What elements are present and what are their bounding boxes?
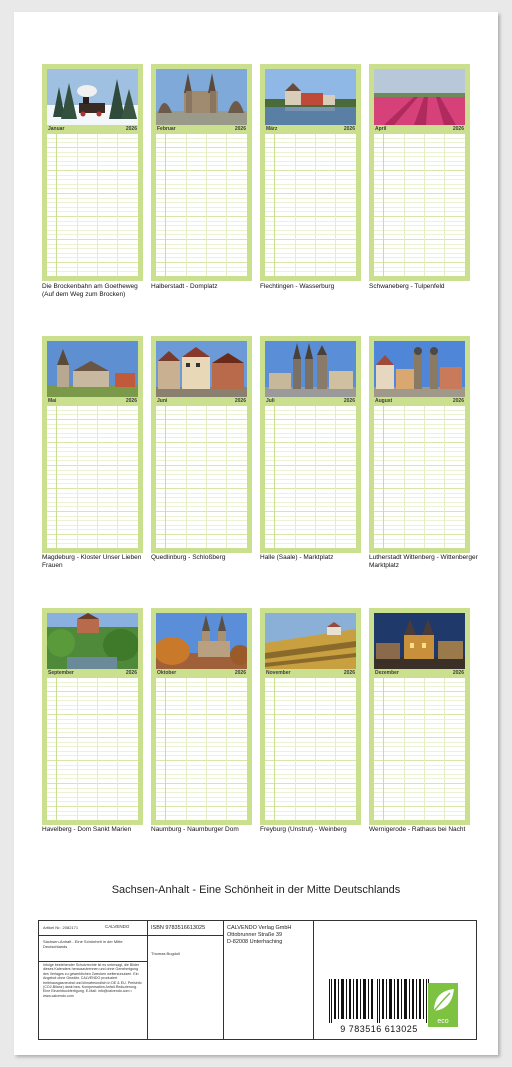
divider <box>147 921 148 1039</box>
month-header <box>47 126 138 133</box>
month-name: Dezember <box>375 670 399 676</box>
calvendo-logo: CALVENDO <box>105 924 130 929</box>
month-caption: Freyburg (Unstrut) - Weinberg <box>260 826 347 833</box>
barcode-number: 9 783516 613025 <box>340 1024 418 1034</box>
month-caption: Quedlinburg - Schloßberg <box>151 554 226 561</box>
month-card-july <box>260 336 361 553</box>
month-year: 2026 <box>234 670 246 676</box>
photo-havelberg <box>47 613 138 669</box>
day-grid <box>374 134 465 276</box>
photo-tulpenfeld <box>374 69 465 125</box>
day-grid <box>156 406 247 548</box>
divider <box>39 961 147 962</box>
month-header <box>156 670 247 677</box>
publisher-street: Ottobrunner Straße 39 <box>227 932 283 938</box>
day-grid <box>47 134 138 276</box>
calendar-slogan: Sachsen-Anhalt - Eine Schönheit in der Mitte Deutschlands <box>111 884 401 896</box>
day-grid <box>156 678 247 820</box>
day-grid <box>47 678 138 820</box>
month-year: 2026 <box>125 126 137 132</box>
legal-notice: Infolge bestehender Schutzrechte ist es untersagt, die Bilder dieses Kalenders herauszutrennen und ohne Genehmigung des Verlages zu gewerblichen Zwecken weiterzunutzen. Ein Angebot ohne Gewähr. CALVENDO produziert treibhausgasneutral und klimafreundlich in DE & EU. Preisinfo (CO2-Bilanz) dank bzw. Kompensation Anfall-Reduzierung. Eine Einzeldruckfertigung. E-Mail: info@calvendo.com • www.calvendo.com <box>43 963 142 998</box>
month-year: 2026 <box>234 126 246 132</box>
divider <box>147 935 223 936</box>
photo-naumburg <box>156 613 247 669</box>
month-name: August <box>375 398 393 404</box>
month-header <box>47 670 138 677</box>
month-caption: Magdeburg - Kloster Unser Lieben Frauen <box>42 554 142 569</box>
month-year: 2026 <box>125 670 137 676</box>
article-number: Artikel Nr.: 2082171 <box>43 925 79 930</box>
month-card-february <box>151 64 252 281</box>
month-name: Juni <box>157 398 168 404</box>
day-grid <box>47 406 138 548</box>
month-year: 2026 <box>343 126 355 132</box>
month-card-april <box>369 64 470 281</box>
month-year: 2026 <box>234 398 246 404</box>
photo-magdeburg <box>47 341 138 397</box>
month-name: Mai <box>48 398 57 404</box>
month-card-june <box>151 336 252 553</box>
month-card-december <box>369 608 470 825</box>
publisher-name: CALVENDO Verlag GmbH <box>227 925 292 931</box>
month-caption: Schwaneberg - Tulpenfeld <box>369 283 445 290</box>
month-name: Oktober <box>157 670 177 676</box>
divider <box>39 935 147 936</box>
eco-label: eco <box>437 1018 449 1025</box>
photo-brockenbahn <box>47 69 138 125</box>
month-header <box>156 398 247 405</box>
month-year: 2026 <box>125 398 137 404</box>
day-grid <box>265 406 356 548</box>
photo-wittenberg <box>374 341 465 397</box>
month-caption: Die Brockenbahn am Goetheweg (Auf dem Weg zum Brocken) <box>42 283 138 298</box>
month-caption: Naumburg - Naumburger Dom <box>151 826 239 833</box>
photo-halle <box>265 341 356 397</box>
product-title: Sachsen-Anhalt - Eine Schönheit in der Mitte Deutschlands <box>43 939 123 949</box>
month-name: April <box>375 126 387 132</box>
day-grid <box>374 406 465 548</box>
month-header <box>156 126 247 133</box>
month-name: Januar <box>48 126 65 132</box>
month-header <box>265 670 356 677</box>
month-caption: Halberstadt - Domplatz <box>151 283 218 290</box>
month-header <box>374 398 465 405</box>
month-year: 2026 <box>452 398 464 404</box>
photo-halberstadt <box>156 69 247 125</box>
photo-freyburg <box>265 613 356 669</box>
day-grid <box>265 134 356 276</box>
month-caption: Halle (Saale) - Marktplatz <box>260 554 334 561</box>
author: Thomas Bugdoll <box>151 951 180 956</box>
month-year: 2026 <box>343 670 355 676</box>
month-header <box>374 670 465 677</box>
month-header <box>374 126 465 133</box>
month-year: 2026 <box>452 670 464 676</box>
month-caption: Flechtingen - Wasserburg <box>260 283 335 290</box>
month-name: März <box>266 126 278 132</box>
product-info-block <box>38 920 477 1040</box>
photo-wernigerode <box>374 613 465 669</box>
month-card-august <box>369 336 470 553</box>
month-card-september <box>42 608 143 825</box>
divider <box>223 921 224 1039</box>
month-name: Februar <box>157 126 176 132</box>
month-card-october <box>151 608 252 825</box>
month-card-march <box>260 64 361 281</box>
divider <box>313 921 314 1039</box>
month-caption: Havelberg - Dom Sankt Marien <box>42 826 132 833</box>
month-card-may <box>42 336 143 553</box>
leaf-icon <box>428 983 458 1017</box>
month-card-january <box>42 64 143 281</box>
eco-badge <box>428 983 458 1027</box>
month-name: November <box>266 670 291 676</box>
day-grid <box>265 678 356 820</box>
month-caption: Lutherstadt Wittenberg - Wittenberger Marktplatz <box>369 554 478 569</box>
photo-quedlinburg <box>156 341 247 397</box>
day-grid <box>156 134 247 276</box>
month-name: Juli <box>266 398 275 404</box>
month-header <box>47 398 138 405</box>
day-grid <box>374 678 465 820</box>
month-year: 2026 <box>343 398 355 404</box>
isbn: ISBN 9783516613025 <box>151 925 206 931</box>
barcode <box>329 979 429 1023</box>
photo-flechtingen <box>265 69 356 125</box>
month-year: 2026 <box>452 126 464 132</box>
publisher-city: D-82008 Unterhaching <box>227 939 283 945</box>
month-header <box>265 126 356 133</box>
month-header <box>265 398 356 405</box>
month-name: September <box>48 670 74 676</box>
month-card-november <box>260 608 361 825</box>
month-caption: Wernigerode - Rathaus bei Nacht <box>369 826 466 833</box>
